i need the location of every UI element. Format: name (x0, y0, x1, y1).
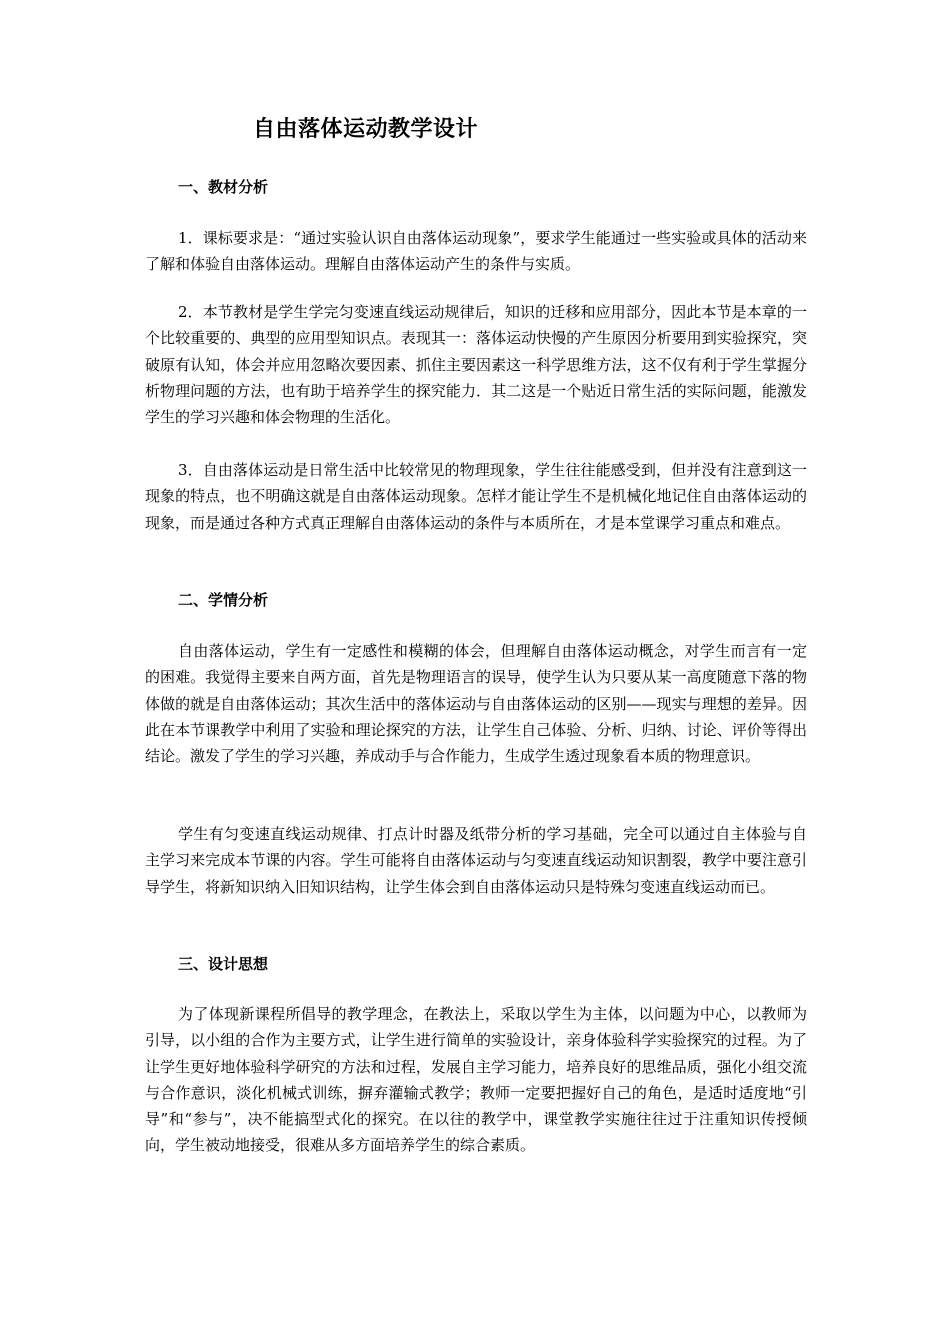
section-heading-student-analysis: 二、学情分析 (178, 591, 269, 609)
section-heading-textbook-analysis: 一、教材分析 (178, 178, 269, 196)
document-title: 自由落体运动教学设计 (253, 117, 479, 142)
paragraph-student-1: 自由落体运动，学生有一定感性和模糊的体会，但理解自由落体运动概念，对学生而言有一定的困难。我觉得主要来自两方面，首先是物理语言的误导，使学生认为只要从某一高度随意下落的物体做的就是自由落体运动；其次生活中的落体运动与自由落体运动的区别——现实与理想的差异。因此在本节课教学中利用了实验和理论探究的方法，让学生自己体验、分析、归纳、讨论、评价等得出结论。激发了学生的学习兴趣，养成动手与合作能力，生成学生透过现象看本质的物理意识。 (145, 642, 807, 766)
paragraph-student-2: 学生有匀变速直线运动规律、打点计时器及纸带分析的学习基础，完全可以通过自主体验与自主学习来完成本节课的内容。学生可能将自由落体运动与匀变速直线运动知识割裂，教学中要注意引导学生，将新知识纳入旧知识结构，让学生体会到自由落体运动只是特殊匀变速直线运动而已。 (145, 825, 807, 896)
paragraph-textbook-3: 3．自由落体运动是日常生活中比较常见的物理现象，学生往往能感受到，但并没有注意到这一现象的特点，也不明确这就是自由落体运动现象。怎样才能让学生不是机械化地记住自由落体运动的现象，而是通过各种方式真正理解自由落体运动的条件与本质所在，才是本堂课学习重点和难点。 (145, 461, 807, 532)
section-heading-design-idea: 三、设计思想 (178, 955, 269, 973)
paragraph-design-1: 为了体现新课程所倡导的教学理念，在教法上，采取以学生为主体，以问题为中心，以教师为引导，以小组的合作为主要方式，让学生进行简单的实验设计，亲身体验科学实验探究的过程。为了让学生更好地体验科学研究的方法和过程，发展自主学习能力，培养良好的思维品质，强化小组交流与合作意识，淡化机械式训练，摒弃灌输式教学；教师一定要把握好自己的角色，是适时适度地“引导”和“参与”，决不能搞型式化的探究。在以往的教学中，课堂教学实施往往过于注重知识传授倾向，学生被动地接受，很难从多方面培养学生的综合素质。 (145, 1005, 807, 1155)
paragraph-textbook-1: 1．课标要求是：“通过实验认识自由落体运动现象”，要求学生能通过一些实验或具体的活动来了解和体验自由落体运动。理解自由落体运动产生的条件与实质。 (145, 229, 807, 274)
paragraph-textbook-2: 2．本节教材是学生学完匀变速直线运动规律后，知识的迁移和应用部分，因此本节是本章的一个比较重要的、典型的应用型知识点。表现其一：落体运动快慢的产生原因分析要用到实验探究，突破原有认知，体会并应用忽略次要因素、抓住主要因素这一科学思维方法，这不仅有利于学生掌握分析物理问题的方法，也有助于培养学生的探究能力．其二这是一个贴近日常生活的实际问题，能激发学生的学习兴趣和体会物理的生活化。 (145, 303, 807, 427)
